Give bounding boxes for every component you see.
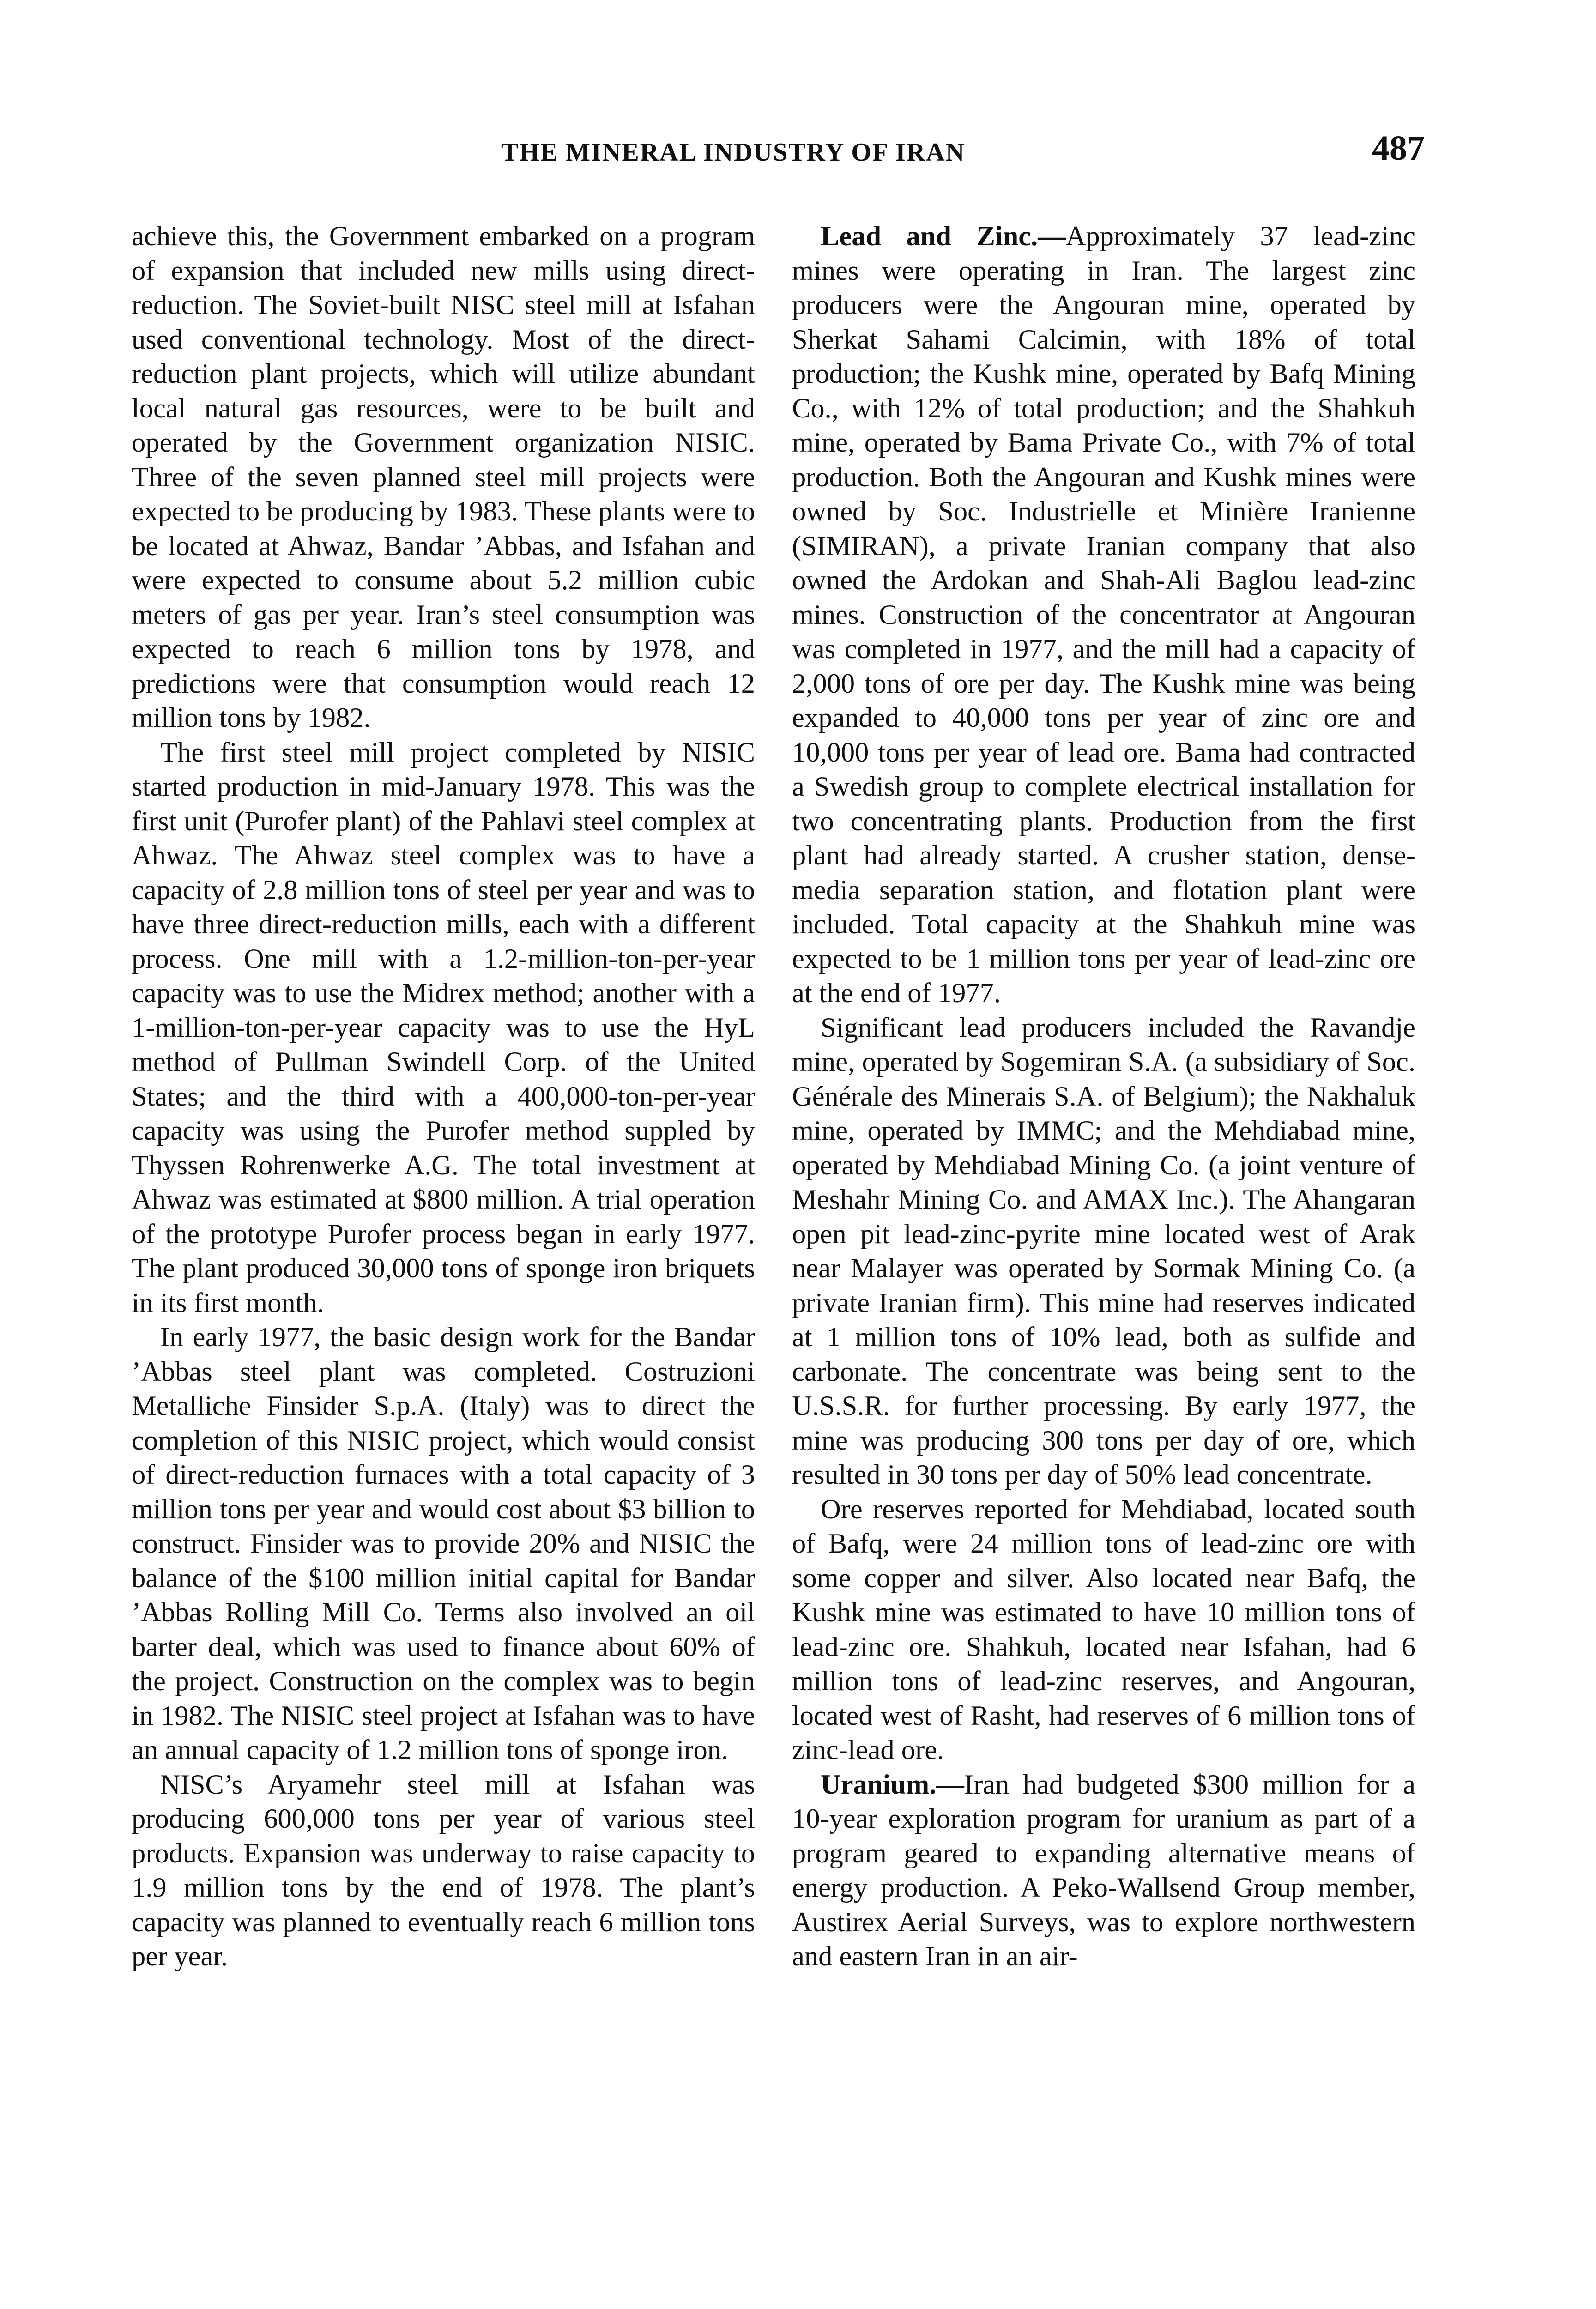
paragraph-ahwaz-complex: The first steel mill project completed by NISIC started production in mid-January 1978. This was the first unit (Purofer plant) of the Pahlavi steel complex at Ahwaz. The Ahwaz steel complex was to have a capacity of 2.8 million tons of steel per year and was to have three direct-reduction mills, each with a different process. One mill with a 1.2-million-ton-per-year capacity was to use the Midrex method; another with a 1-million-ton-per-year capacity was to use the HyL method of Pullman Swindell Corp. of the United States; and the third with a 400,000-ton-per-year capacity was using the Purofer method suppled by Thyssen Rohrenwerke A.G. The total investment at Ahwaz was estimated at $800 million. A trial operation of the prototype Purofer process began in early 1977. The plant produced 30,000 tons of sponge iron briquets in its first month. [132,737,755,1318]
paragraph-ore-reserves: Ore reserves reported for Mehdiabad, located south of Bafq, were 24 million tons of lead-zinc ore with some copper and silver. Also located near Bafq, the Kushk mine was estimated to have 10 million tons of lead-zinc ore. Shahkuh, located near Isfahan, had 6 million tons of lead-zinc reserves, and Angouran, located west of Rasht, had reserves of 6 million tons of zinc-lead ore. [792,1493,1415,1765]
paragraph-uranium-text: Iran had budgeted $300 million for a 10-year exploration program for uranium as part of a program geared to expanding alternative means of energy production. A Peko-Wallsend Group member, Austirex Aerial Surveys, was to explore northwestern and eastern Iran in an air- [792,1769,1415,1972]
paragraph-uranium [792,1768,1415,1974]
section-heading-lead-zinc: Lead and Zinc.— [821,221,1066,252]
right-column [792,219,1415,1974]
paragraph-lead-zinc [792,219,1415,1011]
paragraph-lead-producers: Significant lead producers included the Ravandje mine, operated by Sogemiran S.A. (a subsidiary of Soc. Générale des Minerais S.A. of Belgium); the Nakhaluk mine, operated by IMMC; and the Mehdiabad mine, operated by Mehdiabad Mining Co. (a joint venture of Meshahr Mining Co. and AMAX Inc.). The Ahangaran open pit lead-zinc-pyrite mine located west of Arak near Malayer was operated by Sormak Mining Co. (a private Iranian firm). This mine had reserves indicated at 1 million tons of 10% lead, both as sulfide and carbonate. The concentrate was being sent to the U.S.S.R. for further processing. By early 1977, the mine was producing 300 tons per day of ore, which resulted in 30 tons per day of 50% lead concentrate. [792,1012,1415,1490]
left-column [132,219,755,1974]
paragraph-steel-expansion: achieve this, the Government embarked on a program of expansion that included new mills using direct-reduction. The Soviet-built NISC steel mill at Isfahan used conventional technology. Most of the direct-reduction plant projects, which will utilize abundant local natural gas resources, were to be built and operated by the Government organization NISIC. Three of the seven planned steel mill projects were expected to be producing by 1983. These plants were to be located at Ahwaz, Bandar ’Abbas, and Isfahan and were expected to consume about 5.2 million cubic meters of gas per year. Iran’s steel consumption was expected to reach 6 million tons by 1978, and predictions were that consumption would reach 12 million tons by 1982. [132,221,755,733]
page-number: 487 [1372,129,1425,168]
running-title: THE MINERAL INDUSTRY OF IRAN [501,138,966,167]
paragraph-bandar-abbas: In early 1977, the basic design work for the Bandar ’Abbas steel plant was completed. Costruzioni Metalliche Finsider S.p.A. (Italy) was to direct the completion of this NISIC project, which would consist of direct-reduction furnaces with a total capacity of 3 million tons per year and would cost about $3 billion to construct. Finsider was to provide 20% and NISIC the balance of the $100 million initial capital for Bandar ’Abbas Rolling Mill Co. Terms also involved an oil barter deal, which was used to finance about 60% of the project. Construction on the complex was to begin in 1982. The NISIC steel project at Isfahan was to have an annual capacity of 1.2 million tons of sponge iron. [132,1322,755,1765]
paragraph-lead-zinc-text: Approximately 37 lead-zinc mines were operating in Iran. The largest zinc producers were the Angouran mine, operated by Sherkat Sahami Calcimin, with 18% of total production; the Kushk mine, operated by Bafq Mining Co., with 12% of total production; and the Shahkuh mine, operated by Bama Private Co., with 7% of total production. Both the Angouran and Kushk mines were owned by Soc. Industrielle et Minière Iranienne (SIMIRAN), a private Iranian company that also owned the Ardokan and Shah-Ali Baglou lead-zinc mines. Construction of the concentrator at Angouran was completed in 1977, and the mill had a capacity of 2,000 tons of ore per day. The Kushk mine was being expanded to 40,000 tons per year of zinc ore and 10,000 tons per year of lead ore. Bama had contracted a Swedish group to complete electrical installation for two concentrating plants. Production from the first plant had already started. A crusher station, dense-media separation station, and flotation plant were included. Total capacity at the Shahkuh mine was expected to be 1 million tons per year of lead-zinc ore at the end of 1977. [792,221,1415,1009]
paragraph-aryamehr-mill: NISC’s Aryamehr steel mill at Isfahan was producing 600,000 tons per year of various steel products. Expansion was underway to raise capacity to 1.9 million tons by the end of 1978. The plant’s capacity was planned to eventually reach 6 million tons per year. [132,1769,755,1972]
section-heading-uranium: Uranium.— [821,1769,964,1800]
page-header [132,128,1425,179]
